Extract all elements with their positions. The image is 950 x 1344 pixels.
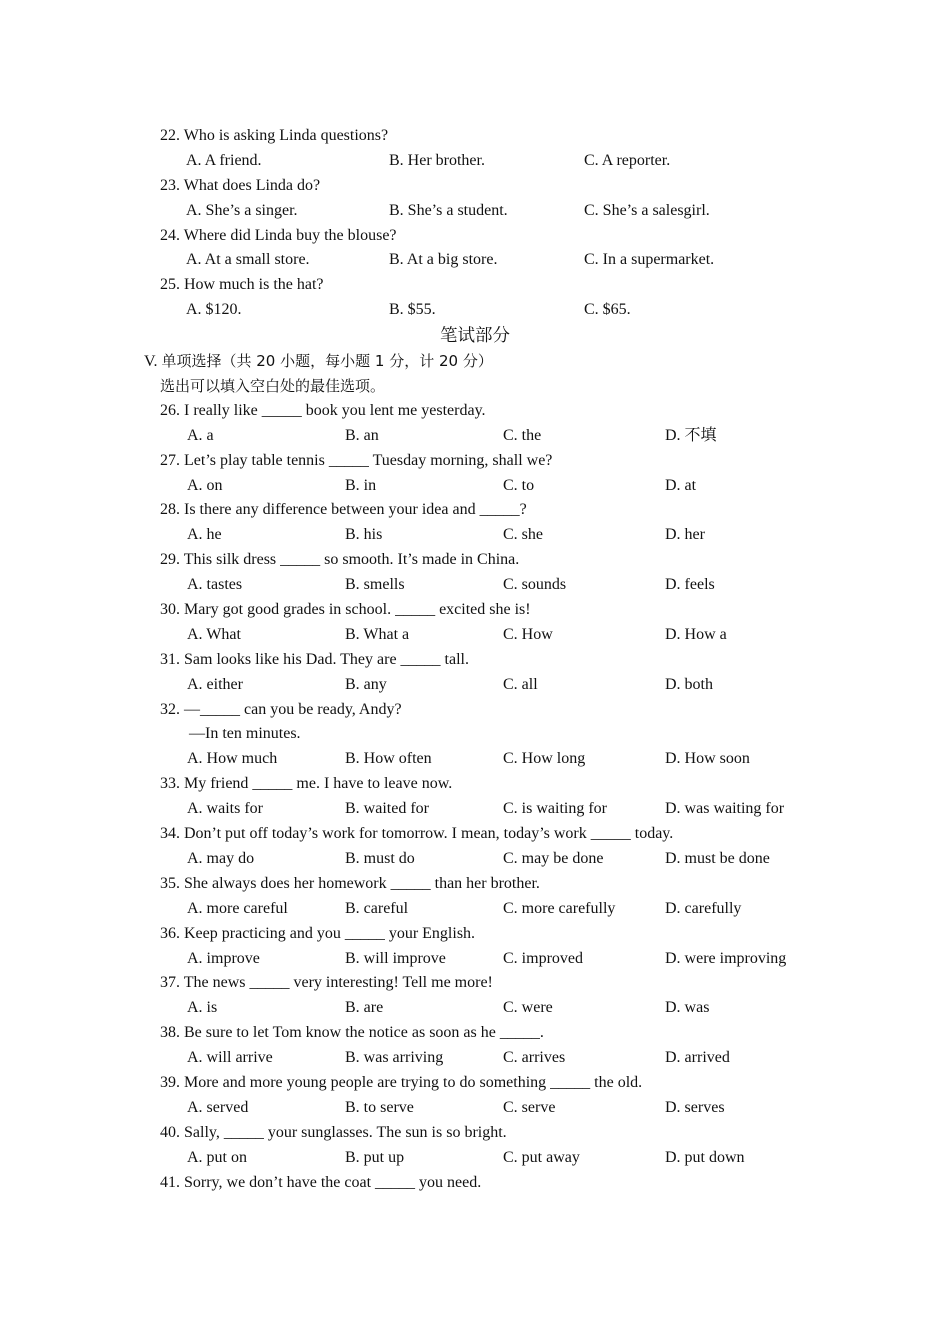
- option-c[interactable]: C. In a supermarket.: [584, 251, 715, 269]
- option-a[interactable]: A. waits for: [187, 800, 263, 818]
- question-25: 25. How much is the hat?: [160, 276, 324, 294]
- question-22: 22. Who is asking Linda questions?: [160, 127, 389, 144]
- question-32: 32. —_____ can you be ready, Andy?: [160, 700, 402, 718]
- option-d[interactable]: D. was: [665, 999, 710, 1017]
- option-a[interactable]: A. on: [187, 476, 223, 494]
- question-27: 27. Let’s play table tennis _____ Tuesday morning, shall we?: [160, 451, 553, 469]
- question-23: 23. What does Linda do?: [160, 176, 321, 194]
- option-d[interactable]: D. arrived: [665, 1049, 730, 1067]
- option-b[interactable]: B. At a big store.: [389, 251, 498, 269]
- option-a[interactable]: A. he: [187, 526, 222, 544]
- options-29: [0, 573, 950, 598]
- option-a[interactable]: A. put on: [187, 1148, 247, 1166]
- option-d[interactable]: D. serves: [665, 1098, 725, 1116]
- options-37: [0, 996, 950, 1021]
- option-a[interactable]: A. At a small store.: [186, 251, 310, 269]
- section-heading-text: 单项选择（共 20 小题，每小题 1 分，计 20 分）: [161, 352, 493, 371]
- options-38: [0, 1046, 950, 1071]
- option-b[interactable]: B. careful: [345, 899, 409, 917]
- option-b[interactable]: B. put up: [345, 1148, 405, 1166]
- option-d[interactable]: D. was waiting for: [665, 800, 785, 818]
- option-c[interactable]: C. more carefully: [503, 899, 616, 917]
- option-b[interactable]: B. What a: [345, 625, 410, 643]
- option-d[interactable]: D. must be done: [665, 849, 770, 867]
- option-c[interactable]: C. the: [503, 426, 542, 444]
- question-30: 30. Mary got good grades in school. _____ excited she is!: [160, 601, 531, 619]
- question-31: 31. Sam looks like his Dad. They are _____ tall.: [160, 650, 469, 668]
- option-c[interactable]: C. put away: [503, 1148, 580, 1166]
- option-c[interactable]: C. may be done: [503, 849, 604, 867]
- option-d[interactable]: D. How a: [665, 625, 727, 643]
- options-39: [0, 1096, 950, 1121]
- option-b[interactable]: B. Her brother.: [389, 151, 485, 169]
- options-26: [0, 424, 950, 449]
- options-30: [0, 623, 950, 648]
- options-24: [0, 248, 950, 273]
- option-c[interactable]: C. improved: [503, 949, 583, 967]
- option-c[interactable]: C. How: [503, 625, 553, 643]
- option-d[interactable]: D. How soon: [665, 750, 750, 768]
- option-a[interactable]: A. either: [187, 675, 243, 693]
- option-d[interactable]: D. both: [665, 675, 713, 693]
- question-33: 33. My friend _____ me. I have to leave now.: [160, 775, 453, 793]
- written-part-title: 笔试部分: [440, 326, 510, 347]
- question-40: 40. Sally, _____ your sunglasses. The sun is so bright.: [160, 1123, 507, 1141]
- options-23: [0, 199, 950, 224]
- options-22: [0, 149, 950, 174]
- options-25: [0, 298, 950, 323]
- question-29: 29. This silk dress _____ so smooth. It’s made in China.: [160, 551, 520, 569]
- question-39: 39. More and more young people are trying to do something _____ the old.: [160, 1073, 643, 1091]
- option-c[interactable]: C. How long: [503, 750, 586, 768]
- option-b[interactable]: B. to serve: [345, 1098, 414, 1116]
- choice-questions: [0, 399, 950, 1196]
- listening-questions: [0, 124, 950, 323]
- option-b[interactable]: B. must do: [345, 849, 415, 867]
- option-a[interactable]: A. A friend.: [186, 151, 262, 169]
- question-28: 28. Is there any difference between your idea and _____?: [160, 501, 527, 519]
- option-d[interactable]: D. carefully: [665, 899, 742, 917]
- option-a[interactable]: A. $120.: [186, 301, 242, 319]
- option-b[interactable]: B. $55.: [389, 301, 436, 319]
- question-24: 24. Where did Linda buy the blouse?: [160, 226, 397, 244]
- option-d[interactable]: D. 不填: [665, 426, 717, 444]
- option-a[interactable]: A. served: [187, 1098, 249, 1116]
- question-32-reply: —In ten minutes.: [189, 725, 301, 743]
- options-28: [0, 523, 950, 548]
- option-c[interactable]: C. all: [503, 675, 538, 693]
- option-a[interactable]: A. more careful: [187, 899, 288, 917]
- exam-page: [0, 124, 950, 1195]
- question-41: 41. Sorry, we don’t have the coat _____ you need.: [160, 1173, 482, 1191]
- question-34: 34. Don’t put off today’s work for tomorrow. I mean, today’s work _____ today.: [160, 825, 674, 843]
- option-d[interactable]: D. at: [665, 476, 697, 494]
- option-b[interactable]: B. his: [345, 526, 383, 544]
- option-a[interactable]: A. tastes: [187, 576, 243, 594]
- option-b[interactable]: B. are: [345, 999, 384, 1017]
- option-b[interactable]: B. any: [345, 675, 387, 693]
- option-c[interactable]: C. sounds: [503, 576, 567, 594]
- option-b[interactable]: B. was arriving: [345, 1049, 444, 1067]
- option-c[interactable]: C. She’s a salesgirl.: [584, 201, 710, 219]
- section-numeral: V.: [144, 353, 158, 371]
- option-a[interactable]: A. is: [187, 999, 218, 1017]
- options-31: [0, 673, 950, 698]
- options-33: [0, 797, 950, 822]
- option-d[interactable]: D. feels: [665, 576, 715, 594]
- option-a[interactable]: A. She’s a singer.: [186, 201, 298, 219]
- question-37: 37. The news _____ very interesting! Tell me more!: [160, 974, 493, 992]
- options-36: [0, 947, 950, 972]
- question-35: 35. She always does her homework _____ than her brother.: [160, 874, 540, 892]
- section-instruction: 选出可以填入空白处的最佳选项。: [160, 377, 386, 396]
- options-40: [0, 1146, 950, 1171]
- option-b[interactable]: B. She’s a student.: [389, 201, 508, 219]
- option-b[interactable]: B. How often: [345, 750, 432, 768]
- option-a[interactable]: A. How much: [187, 750, 278, 768]
- option-d[interactable]: D. were improving: [665, 949, 787, 967]
- option-b[interactable]: B. waited for: [345, 800, 429, 818]
- question-38: 38. Be sure to let Tom know the notice as soon as he _____.: [160, 1024, 544, 1042]
- options-32: [0, 747, 950, 772]
- option-c[interactable]: C. is waiting for: [503, 800, 607, 818]
- section-heading: [0, 349, 950, 374]
- option-c[interactable]: C. serve: [503, 1098, 556, 1116]
- option-c[interactable]: C. to: [503, 476, 535, 494]
- option-c[interactable]: C. were: [503, 999, 553, 1017]
- option-b[interactable]: B. an: [345, 426, 379, 444]
- option-d[interactable]: D. put down: [665, 1148, 745, 1166]
- options-34: [0, 847, 950, 872]
- option-c[interactable]: C. she: [503, 526, 543, 544]
- option-b[interactable]: B. smells: [345, 576, 405, 594]
- option-d[interactable]: D. her: [665, 526, 705, 544]
- option-a[interactable]: A. a: [187, 426, 214, 444]
- option-a[interactable]: A. improve: [187, 949, 260, 967]
- options-35: [0, 897, 950, 922]
- question-26: 26. I really like _____ book you lent me yesterday.: [160, 401, 486, 419]
- question-36: 36. Keep practicing and you _____ your English.: [160, 924, 476, 942]
- option-b[interactable]: B. will improve: [345, 949, 446, 967]
- options-27: [0, 474, 950, 499]
- option-a[interactable]: A. may do: [187, 849, 255, 867]
- option-c[interactable]: C. arrives: [503, 1049, 566, 1067]
- option-b[interactable]: B. in: [345, 476, 377, 494]
- option-c[interactable]: C. A reporter.: [584, 151, 671, 169]
- option-a[interactable]: A. What: [187, 625, 241, 643]
- option-a[interactable]: A. will arrive: [187, 1049, 273, 1067]
- option-c[interactable]: C. $65.: [584, 301, 631, 319]
